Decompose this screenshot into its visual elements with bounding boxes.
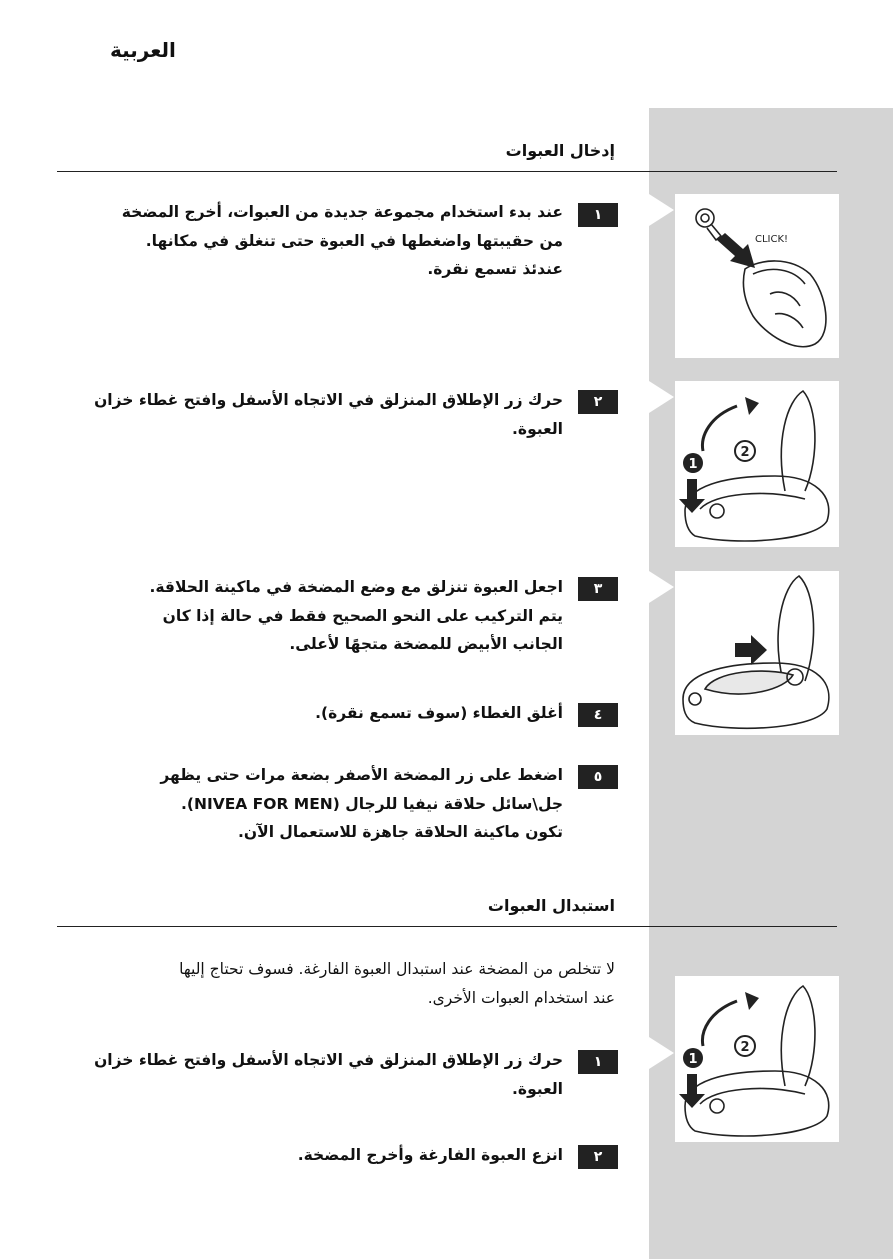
callout-pointer — [649, 1037, 674, 1069]
step-number: ٢ — [578, 390, 618, 414]
step-text: حرك زر الإطلاق المنزلق في الاتجاه الأسفل وافتح غطاء خزان العبوة. — [94, 1051, 563, 1098]
language-heading: العربية — [110, 38, 176, 62]
step-number: ٣ — [578, 577, 618, 601]
intro-text: لا تتخلص من المضخة عند استبدال العبوة الفارغة. فسوف تحتاج إليها عند استخدام العبوات الأخرى. — [179, 960, 615, 1007]
illustration-pump-insert — [675, 194, 839, 358]
section-divider — [57, 926, 837, 927]
step-number: ١ — [578, 203, 618, 227]
illustration-insert-cartridge — [675, 571, 839, 735]
section-title-inserting: إدخال العبوات — [505, 141, 615, 160]
section-title-replacing: استبدال العبوات — [487, 896, 615, 915]
callout-number-1: 1 — [688, 1052, 698, 1067]
step-text: أغلق الغطاء (سوف تسمع نقرة). — [315, 704, 563, 722]
step-number: ٢ — [578, 1145, 618, 1169]
callout-pointer — [649, 194, 674, 226]
illustration-open-lid — [675, 381, 839, 547]
step-text: عند بدء استخدام مجموعة جديدة من العبوات، أخرج المضخة من حقيبتها واضغطها في العبوة حتى تنغلق في مكانها. عندئذ تسمع نقرة. — [121, 203, 563, 278]
step-text: حرك زر الإطلاق المنزلق في الاتجاه الأسفل وافتح غطاء خزان العبوة. — [94, 391, 563, 438]
illustration-open-lid-replace — [675, 976, 839, 1142]
callout-number-2: 2 — [740, 445, 750, 460]
callout-pointer — [649, 571, 674, 603]
step-number: ٤ — [578, 703, 618, 727]
step-text: اضغط على زر المضخة الأصفر بضعة مرات حتى يظهر جل\سائل حلاقة نيفيا للرجال (NIVEA FOR MEN). تكون ماكينة الحلاقة جاهزة للاستعمال الآن. — [160, 766, 563, 841]
callout-pointer — [649, 381, 674, 413]
step-number: ١ — [578, 1050, 618, 1074]
callout-number-1: 1 — [688, 457, 698, 472]
section-divider — [57, 171, 837, 172]
callout-number-2: 2 — [740, 1040, 750, 1055]
step-number: ٥ — [578, 765, 618, 789]
click-label: CLICK! — [755, 234, 789, 245]
step-text: انزع العبوة الفارغة وأخرج المضخة. — [297, 1146, 563, 1164]
step-text: اجعل العبوة تنزلق مع وضع المضخة في ماكينة الحلاقة. يتم التركيب على النحو الصحيح فقط في حالة إذا كان الجانب الأبيض للمضخة متجهًا لأعلى. — [149, 578, 563, 653]
